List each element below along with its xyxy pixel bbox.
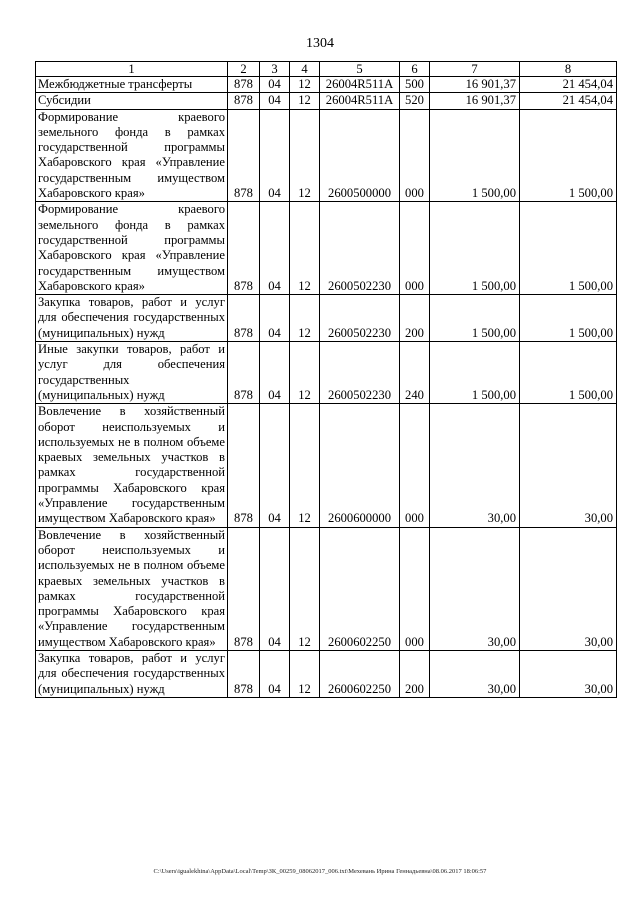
table-row — [36, 109, 617, 202]
col-target-article: 2600502230 — [320, 202, 400, 295]
col-subsection: 12 — [290, 93, 320, 109]
row-name: Закупка товаров, работ и услуг для обеспечения государственных (муниципальных) нужд — [36, 650, 228, 697]
col-target-article: 2600602250 — [320, 650, 400, 697]
file-path-footer: C:\Users\igualekhina\AppData\Local\Temp\ЗК_00259_08062017_006.txt\Мехевань Ирина Геннадьевна\08.06.2017 18:06:57 — [153, 868, 487, 875]
table-row — [36, 404, 617, 527]
table-row — [36, 527, 617, 650]
col-section: 04 — [260, 77, 290, 93]
col-amount-1: 16 901,37 — [430, 77, 520, 93]
col-target-article: 2600600000 — [320, 404, 400, 527]
col-expense-type: 500 — [400, 77, 430, 93]
col-ministry: 878 — [228, 650, 260, 697]
col-expense-type: 240 — [400, 342, 430, 404]
col-section: 04 — [260, 202, 290, 295]
col-expense-type: 200 — [400, 650, 430, 697]
header-cell: 1 — [36, 62, 228, 77]
col-section: 04 — [260, 527, 290, 650]
col-amount-2: 1 500,00 — [520, 202, 617, 295]
row-name: Субсидии — [36, 93, 228, 109]
header-cell: 3 — [260, 62, 290, 77]
col-ministry: 878 — [228, 295, 260, 342]
col-amount-1: 1 500,00 — [430, 342, 520, 404]
header-cell: 7 — [430, 62, 520, 77]
col-target-article: 2600602250 — [320, 527, 400, 650]
row-name: Формирование краевого земельного фонда в рамках государственной программы Хабаровского края «Управление государственным имуществом Хабаровского края» — [36, 109, 228, 202]
table-row — [36, 93, 617, 109]
col-expense-type: 000 — [400, 109, 430, 202]
table-header-row — [36, 62, 617, 77]
col-amount-1: 1 500,00 — [430, 295, 520, 342]
col-subsection: 12 — [290, 109, 320, 202]
row-name: Иные закупки товаров, работ и услуг для обеспечения государственных (муниципальных) нужд — [36, 342, 228, 404]
col-amount-2: 1 500,00 — [520, 342, 617, 404]
col-amount-1: 1 500,00 — [430, 109, 520, 202]
col-section: 04 — [260, 109, 290, 202]
table-row — [36, 202, 617, 295]
row-name: Формирование краевого земельного фонда в рамках государственной программы Хабаровского края «Управление государственным имуществом Хабаровского края» — [36, 202, 228, 295]
col-expense-type: 000 — [400, 404, 430, 527]
row-name: Вовлечение в хозяйственный оборот неиспользуемых и используемых не в полном объеме краевых земельных участков в рамках государственной программы Хабаровского края «Управление государственным имуществом Хабаровского края» — [36, 527, 228, 650]
col-subsection: 12 — [290, 342, 320, 404]
col-amount-2: 21 454,04 — [520, 93, 617, 109]
col-subsection: 12 — [290, 650, 320, 697]
table-row — [36, 342, 617, 404]
budget-table — [35, 61, 617, 698]
col-section: 04 — [260, 295, 290, 342]
col-amount-2: 21 454,04 — [520, 77, 617, 93]
col-expense-type: 000 — [400, 527, 430, 650]
col-subsection: 12 — [290, 77, 320, 93]
col-section: 04 — [260, 93, 290, 109]
col-amount-1: 1 500,00 — [430, 202, 520, 295]
header-cell: 6 — [400, 62, 430, 77]
col-amount-1: 30,00 — [430, 527, 520, 650]
row-name: Вовлечение в хозяйственный оборот неиспользуемых и используемых не в полном объеме краевых земельных участков в рамках государственной программы Хабаровского края «Управление государственным имуществом Хабаровского края» — [36, 404, 228, 527]
header-cell: 2 — [228, 62, 260, 77]
col-amount-2: 1 500,00 — [520, 109, 617, 202]
header-cell: 8 — [520, 62, 617, 77]
col-ministry: 878 — [228, 342, 260, 404]
header-cell: 5 — [320, 62, 400, 77]
col-expense-type: 520 — [400, 93, 430, 109]
table-row — [36, 650, 617, 697]
col-subsection: 12 — [290, 202, 320, 295]
col-section: 04 — [260, 404, 290, 527]
col-amount-2: 30,00 — [520, 527, 617, 650]
col-ministry: 878 — [228, 93, 260, 109]
row-name: Закупка товаров, работ и услуг для обеспечения государственных (муниципальных) нужд — [36, 295, 228, 342]
col-subsection: 12 — [290, 295, 320, 342]
col-target-article: 26004R511A — [320, 93, 400, 109]
col-ministry: 878 — [228, 109, 260, 202]
col-ministry: 878 — [228, 77, 260, 93]
col-amount-2: 30,00 — [520, 650, 617, 697]
col-section: 04 — [260, 650, 290, 697]
col-expense-type: 200 — [400, 295, 430, 342]
col-section: 04 — [260, 342, 290, 404]
col-target-article: 2600500000 — [320, 109, 400, 202]
col-subsection: 12 — [290, 404, 320, 527]
col-ministry: 878 — [228, 202, 260, 295]
col-target-article: 26004R511A — [320, 77, 400, 93]
col-subsection: 12 — [290, 527, 320, 650]
col-amount-1: 30,00 — [430, 404, 520, 527]
row-name: Межбюджетные трансферты — [36, 77, 228, 93]
table-row — [36, 295, 617, 342]
col-amount-2: 1 500,00 — [520, 295, 617, 342]
page-number: 1304 — [306, 36, 334, 51]
header-cell: 4 — [290, 62, 320, 77]
col-target-article: 2600502230 — [320, 295, 400, 342]
col-target-article: 2600502230 — [320, 342, 400, 404]
col-ministry: 878 — [228, 404, 260, 527]
col-amount-2: 30,00 — [520, 404, 617, 527]
col-amount-1: 16 901,37 — [430, 93, 520, 109]
col-ministry: 878 — [228, 527, 260, 650]
table-row — [36, 77, 617, 93]
col-expense-type: 000 — [400, 202, 430, 295]
col-amount-1: 30,00 — [430, 650, 520, 697]
